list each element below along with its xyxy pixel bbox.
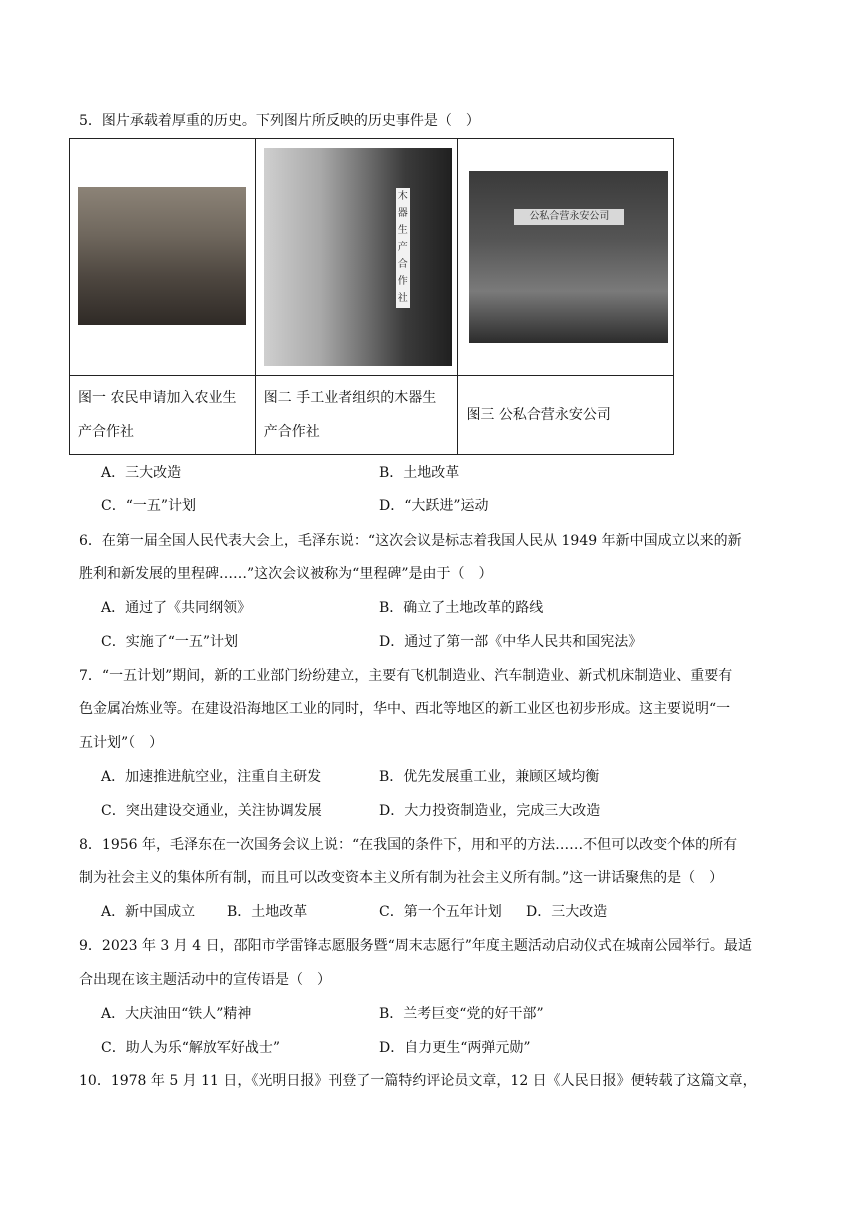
q8-option-a[interactable]: A．新中国成立	[101, 904, 196, 920]
q6-option-d[interactable]: D．通过了第一部《中华人民共和国宪法》	[379, 634, 643, 650]
photo3-sign: 公私合营永安公司	[514, 209, 624, 225]
q8-stem-line-2: 制为社会主义的集体所有制，而且可以改变资本主义所有制为社会主义所有制。”这一讲话聚焦的是（ ）	[79, 870, 724, 886]
q7-stem-line-1: 7．“一五计划”期间，新的工业部门纷纷建立，主要有飞机制造业、汽车制造业、新式机床制造业、重要有	[79, 668, 733, 684]
q7-stem-line-2: 色金属冶炼业等。在建设沿海地区工业的同时，华中、西北等地区的新工业区也初步形成。这主要说明“一	[79, 701, 731, 717]
q5-picture-table	[69, 138, 674, 455]
q7-option-a[interactable]: A．加速推进航空业，注重自主研发	[101, 769, 322, 785]
caption-1: 图一 农民申请加入农业生产合作社	[70, 376, 256, 455]
q8-option-b[interactable]: B．土地改革	[227, 904, 308, 920]
photo-farmers-cooperative	[78, 187, 246, 325]
q6-option-b[interactable]: B．确立了土地改革的路线	[379, 600, 544, 616]
photo-cell-1	[70, 139, 256, 376]
photo-wing-on-company	[469, 171, 668, 343]
q9-stem-line-1: 9．2023 年 3 月 4 日，邵阳市学雷锋志愿服务暨“周末志愿行”年度主题活动启动仪式在城南公园举行。最适	[79, 938, 752, 954]
q5-option-a[interactable]: A．三大改造	[101, 465, 182, 481]
q6-option-c[interactable]: C．实施了“一五”计划	[101, 634, 239, 650]
q5-stem: 5．图片承载着厚重的历史。下列图片所反映的历史事件是（ ）	[79, 113, 480, 129]
caption-2: 图二 手工业者组织的木器生产合作社	[255, 376, 458, 455]
q6-stem-line-2: 胜利和新发展的里程碑……”这次会议被称为“里程碑”是由于（ ）	[79, 566, 493, 582]
q7-stem-line-3: 五计划”（ ）	[79, 735, 164, 751]
q8-stem-line-1: 8．1956 年，毛泽东在一次国务会议上说：“在我国的条件下，用和平的方法……不但可以改变个体的所有	[79, 837, 738, 853]
q5-option-b[interactable]: B．土地改革	[379, 465, 460, 481]
q9-option-a[interactable]: A．大庆油田“铁人”精神	[101, 1006, 252, 1022]
q10-stem-line-1: 10．1978 年 5 月 11 日，《光明日报》刊登了一篇特约评论员文章，12 日《人民日报》便转载了这篇文章，	[79, 1073, 757, 1089]
q5-option-c[interactable]: C．“一五”计划	[101, 498, 197, 514]
q9-option-b[interactable]: B．兰考巨变“党的好干部”	[379, 1006, 544, 1022]
q9-option-d[interactable]: D．自力更生“两弹元勋”	[379, 1040, 531, 1056]
photo-cell-2	[255, 139, 458, 376]
q5-option-d[interactable]: D．“大跃进”运动	[379, 498, 489, 514]
q8-option-c[interactable]: C．第一个五年计划	[379, 904, 502, 920]
photo2-sign: 木器生产合作社	[396, 188, 410, 308]
q9-option-c[interactable]: C．助人为乐“解放军好战士”	[101, 1040, 281, 1056]
q7-option-c[interactable]: C．突出建设交通业，关注协调发展	[101, 803, 322, 819]
photo-woodwork-cooperative	[264, 148, 452, 366]
q9-stem-line-2: 合出现在该主题活动中的宣传语是（ ）	[79, 972, 331, 988]
photo-cell-3	[458, 139, 674, 376]
q6-stem-line-1: 6．在第一届全国人民代表大会上，毛泽东说：“这次会议是标志着我国人民从 1949 年新中国成立以来的新	[79, 533, 742, 549]
q7-option-b[interactable]: B．优先发展重工业，兼顾区域均衡	[379, 769, 600, 785]
q7-option-d[interactable]: D．大力投资制造业，完成三大改造	[379, 803, 601, 819]
q6-option-a[interactable]: A．通过了《共同纲领》	[101, 600, 252, 616]
q8-option-d[interactable]: D．三大改造	[526, 904, 608, 920]
caption-3: 图三 公私合营永安公司	[458, 376, 674, 455]
